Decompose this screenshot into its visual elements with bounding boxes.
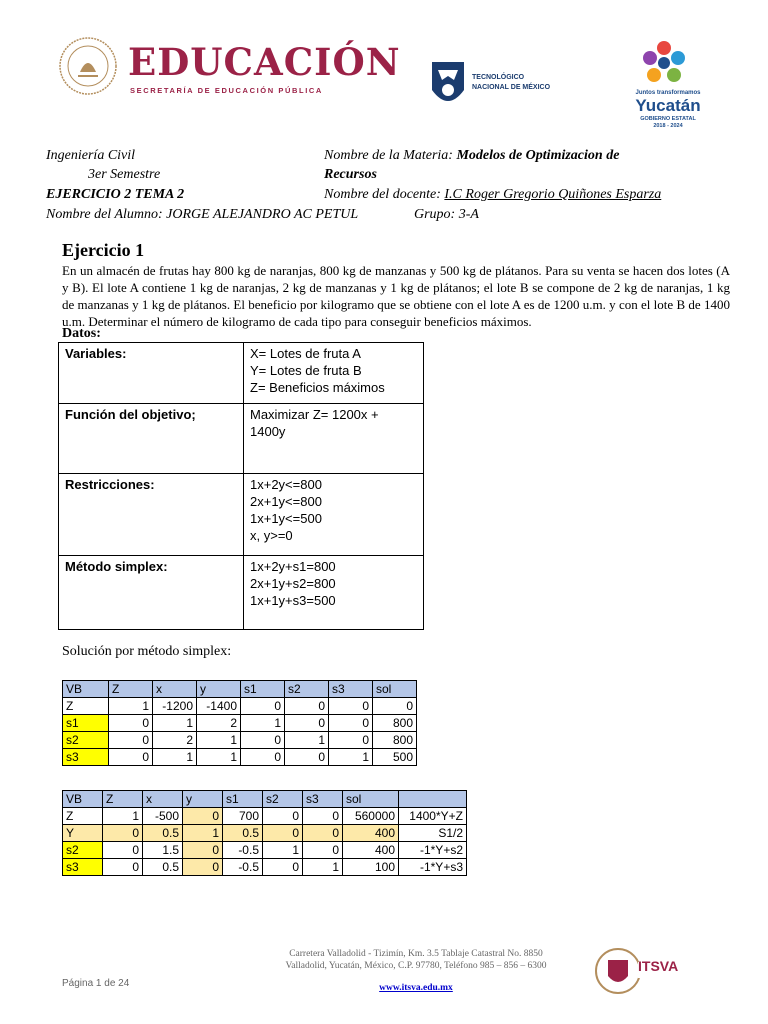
yucatan-gov-line1: GOBIERNO ESTATAL — [640, 116, 696, 122]
simplex-table-1 — [62, 680, 417, 766]
table-cell: 560000 — [343, 808, 399, 825]
subject-line — [324, 146, 619, 165]
column-header: y — [197, 681, 241, 698]
table-cell: 0.5 — [223, 825, 263, 842]
table-cell: 1 — [153, 749, 197, 766]
mexico-coat-of-arms-icon — [58, 36, 118, 96]
column-header: VB — [63, 681, 109, 698]
table-cell: Z — [63, 808, 103, 825]
column-header: s1 — [223, 791, 263, 808]
table-cell: 0 — [303, 825, 343, 842]
column-header: VB — [63, 791, 103, 808]
table-cell: 0.5 — [143, 825, 183, 842]
subject-label: Nombre de la Materia: — [324, 148, 453, 163]
column-header: Z — [109, 681, 153, 698]
table-cell: 1 — [263, 842, 303, 859]
table-cell: 1 — [109, 698, 153, 715]
website-link[interactable]: www.itsva.edu.mx — [379, 983, 453, 993]
table-cell: 0.5 — [143, 859, 183, 876]
datos-line: 1x+2y+s1=800 — [250, 559, 336, 574]
column-header: s1 — [241, 681, 285, 698]
table-row — [63, 808, 467, 825]
table-cell: 0 — [285, 698, 329, 715]
datos-label-variables: Variables: — [59, 343, 244, 404]
table-row — [63, 842, 467, 859]
table-cell: 0 — [373, 698, 417, 715]
column-header: sol — [343, 791, 399, 808]
table-cell: Z — [63, 698, 109, 715]
table-cell: 400 — [343, 825, 399, 842]
column-header: s3 — [329, 681, 373, 698]
table-cell: 0 — [263, 825, 303, 842]
table-cell: 1 — [103, 808, 143, 825]
solution-title: Solución por método simplex: — [62, 644, 232, 659]
table-cell: 1 — [303, 859, 343, 876]
table-row — [63, 715, 417, 732]
table-cell: 0 — [103, 859, 143, 876]
table-cell: -0.5 — [223, 859, 263, 876]
table-cell: 400 — [343, 842, 399, 859]
table-cell: 100 — [343, 859, 399, 876]
table-cell: -0.5 — [223, 842, 263, 859]
table-cell: -1*Y+s2 — [399, 842, 467, 859]
page-number: Página 1 de 24 — [62, 978, 130, 989]
datos-row-restrictions — [59, 474, 424, 556]
table-cell: 1 — [285, 732, 329, 749]
group-label: Grupo: — [414, 207, 456, 222]
column-header: s3 — [303, 791, 343, 808]
yucatan-name: Yucatán — [635, 96, 701, 115]
table-cell: -500 — [143, 808, 183, 825]
column-header: x — [153, 681, 197, 698]
table-cell: 500 — [373, 749, 417, 766]
footer-address-line2: Valladolid, Yucatán, México, C.P. 97780, Teléfono 985 – 856 – 6300 — [285, 961, 547, 971]
datos-table — [58, 342, 424, 630]
datos-line: X= Lotes de fruta A — [250, 346, 361, 361]
table-cell: s1 — [63, 715, 109, 732]
table-cell: 0 — [303, 808, 343, 825]
sep-subtitle: SECRETARÍA DE EDUCACIÓN PÚBLICA — [130, 86, 323, 95]
table-cell: 0 — [329, 715, 373, 732]
table-cell: 0 — [183, 808, 223, 825]
table-cell: Y — [63, 825, 103, 842]
student-line — [46, 205, 358, 224]
table-cell: 800 — [373, 715, 417, 732]
column-header: y — [183, 791, 223, 808]
yucatan-gov-line2: 2018 - 2024 — [653, 123, 683, 129]
table-cell: 0 — [285, 715, 329, 732]
datos-label-objective: Función del objetivo; — [59, 404, 244, 474]
itsva-wordmark: ITSVA — [638, 958, 679, 974]
exercise-id: EJERCICIO 2 TEMA 2 — [46, 187, 185, 202]
datos-line: Maximizar Z= 1200x + — [250, 407, 379, 422]
table-cell: 1 — [197, 749, 241, 766]
table-cell: 2 — [197, 715, 241, 732]
table-cell: 1.5 — [143, 842, 183, 859]
table-cell: 0 — [329, 698, 373, 715]
table-cell: 0 — [109, 732, 153, 749]
table-cell: -1200 — [153, 698, 197, 715]
datos-line: Y= Lotes de fruta B — [250, 363, 362, 378]
table-row — [63, 749, 417, 766]
tecnm-line2: NACIONAL DE MÉXICO — [472, 84, 551, 91]
table-cell: 1 — [153, 715, 197, 732]
datos-label: Datos: — [62, 326, 101, 341]
yucatan-logo-icon — [638, 36, 690, 88]
table-cell: 0 — [183, 842, 223, 859]
table-cell: 0 — [103, 825, 143, 842]
table-row — [63, 825, 467, 842]
semester: 3er Semestre — [88, 167, 161, 182]
column-header: s2 — [285, 681, 329, 698]
exercise-title: Ejercicio 1 — [62, 240, 145, 260]
subject-name: Modelos de Optimizacion de — [456, 148, 620, 163]
table-cell: 0 — [241, 698, 285, 715]
table-cell: 1 — [329, 749, 373, 766]
table-cell: 1400*Y+Z — [399, 808, 467, 825]
simplex-table-2 — [62, 790, 467, 876]
tecnm-name — [472, 73, 550, 93]
column-header — [399, 791, 467, 808]
table-cell: s3 — [63, 859, 103, 876]
datos-value-restrictions — [244, 474, 424, 556]
datos-line: 2x+1y<=800 — [250, 494, 322, 509]
footer-address-line1: Carretera Valladolid - Tizimín, Km. 3.5 Tablaje Catastral No. 8850 — [289, 949, 543, 959]
datos-line: Z= Beneficios máximos — [250, 380, 385, 395]
table-cell: s2 — [63, 842, 103, 859]
table-row — [63, 698, 417, 715]
datos-line: 1x+1y<=500 — [250, 511, 322, 526]
table-cell: 1 — [241, 715, 285, 732]
datos-line: 1x+1y+s3=500 — [250, 593, 336, 608]
table-cell: 2 — [153, 732, 197, 749]
sep-title: EDUCACIÓN — [128, 40, 401, 84]
student-label: Nombre del Alumno: — [46, 207, 163, 222]
table-cell: 800 — [373, 732, 417, 749]
column-header: s2 — [263, 791, 303, 808]
table-cell: 0 — [103, 842, 143, 859]
teacher-line — [324, 185, 661, 204]
table-row — [63, 859, 467, 876]
tecnm-line1: TECNOLÓGICO — [472, 74, 525, 81]
career: Ingeniería Civil — [46, 148, 136, 163]
teacher-label: Nombre del docente: — [324, 187, 441, 202]
table-cell: 0 — [263, 808, 303, 825]
table-cell: 0 — [109, 749, 153, 766]
table-header-row — [63, 681, 417, 698]
datos-line: x, y>=0 — [250, 528, 293, 543]
table-cell: 0 — [109, 715, 153, 732]
table-cell: 1 — [183, 825, 223, 842]
teacher-name: I.C Roger Gregorio Quiñones Esparza — [444, 187, 662, 202]
table-cell: 0 — [303, 842, 343, 859]
exercise-statement: En un almacén de frutas hay 800 kg de naranjas, 800 kg de manzanas y 500 kg de plátanos. Para su venta se hacen dos lotes (A y B). El lote A contiene 1 kg de naranjas, 2 kg de manzanas y 1 kg de plátanos; el lote B se compone de 2 kg de naranjas, 1 kg de manzanas y 1 kg de plátanos. El beneficio por kilogramo que se obtiene con el lote A es de 1200 u.m. y con el lote B de 1400 u.m. Determinar el número de kilogramo de cada tipo para conseguir beneficios máximos. — [62, 263, 730, 329]
table-cell: 1 — [197, 732, 241, 749]
datos-value-objective — [244, 404, 424, 474]
table-cell: 700 — [223, 808, 263, 825]
datos-line: 2x+1y+s2=800 — [250, 576, 336, 591]
footer-address — [256, 948, 576, 972]
datos-row-variables — [59, 343, 424, 404]
table-cell: 0 — [263, 859, 303, 876]
table-cell: 0 — [285, 749, 329, 766]
datos-line: 1x+2y<=800 — [250, 477, 322, 492]
group-value: 3-A — [458, 207, 479, 222]
datos-label-restrictions: Restricciones: — [59, 474, 244, 556]
table-cell: S1/2 — [399, 825, 467, 842]
yucatan-government — [630, 116, 706, 130]
group-line — [414, 205, 479, 224]
table-cell: 0 — [241, 732, 285, 749]
datos-label-simplex: Método simplex: — [59, 556, 244, 630]
table-header-row — [63, 791, 467, 808]
subject-name-cont: Recursos — [324, 167, 377, 182]
yucatan-slogan: Juntos transformamos — [635, 90, 701, 96]
datos-row-objective — [59, 404, 424, 474]
datos-value-simplex — [244, 556, 424, 630]
tecnm-logo-icon — [428, 56, 468, 114]
table-cell: s3 — [63, 749, 109, 766]
table-row — [63, 732, 417, 749]
datos-line: 1400y — [250, 424, 286, 439]
table-cell: -1400 — [197, 698, 241, 715]
table-cell: s2 — [63, 732, 109, 749]
column-header: sol — [373, 681, 417, 698]
column-header: x — [143, 791, 183, 808]
column-header: Z — [103, 791, 143, 808]
datos-row-simplex — [59, 556, 424, 630]
datos-value-variables — [244, 343, 424, 404]
table-cell: 0 — [329, 732, 373, 749]
table-cell: 0 — [183, 859, 223, 876]
student-name: JORGE ALEJANDRO AC PETUL — [166, 207, 359, 222]
table-cell: -1*Y+s3 — [399, 859, 467, 876]
table-cell: 0 — [241, 749, 285, 766]
